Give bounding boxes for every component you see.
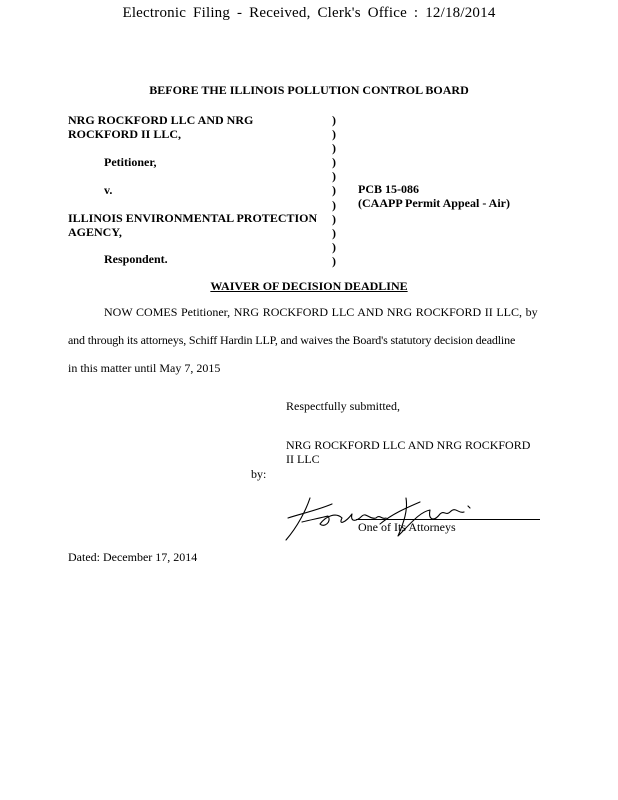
document-title: WAIVER OF DECISION DEADLINE	[210, 279, 408, 293]
body-line-3: in this matter until May 7, 2015	[68, 361, 221, 375]
caption-paren: )	[332, 253, 336, 268]
caption-paren: )	[332, 169, 336, 184]
caption-paren: )	[332, 225, 336, 240]
body-line-1: NOW COMES Petitioner, NRG ROCKFORD LLC AND NRG ROCKFORD II LLC, by	[104, 305, 538, 319]
case-number: PCB 15-086	[358, 182, 419, 196]
caption-paren-column	[332, 113, 336, 268]
caption-paren: )	[332, 113, 336, 127]
caption-paren: )	[332, 211, 336, 226]
handwritten-signature	[280, 492, 500, 544]
board-title: BEFORE THE ILLINOIS POLLUTION CONTROL BOARD	[149, 83, 469, 97]
signer-caption: One of Its Attorneys	[358, 520, 456, 534]
dated-line: Dated: December 17, 2014	[68, 550, 198, 564]
respondent-name-line1: ILLINOIS ENVIRONMENTAL PROTECTION	[68, 211, 318, 225]
petitioner-label: Petitioner,	[104, 155, 157, 169]
caption-paren: )	[332, 127, 336, 142]
caption-paren: )	[332, 239, 336, 254]
signatory-party-line2: II LLC	[286, 452, 320, 466]
signatory-party-line1: NRG ROCKFORD LLC AND NRG ROCKFORD	[286, 438, 531, 452]
caption-paren: )	[332, 197, 336, 212]
case-type: (CAAPP Permit Appeal - Air)	[358, 196, 510, 210]
caption-paren: )	[332, 155, 336, 170]
by-label: by:	[251, 467, 267, 481]
respondent-label: Respondent.	[104, 252, 168, 266]
respondent-name-line2: AGENCY,	[68, 225, 122, 239]
petitioner-name-line1: NRG ROCKFORD LLC AND NRG	[68, 113, 254, 127]
caption-paren: )	[332, 183, 336, 198]
closing-text: Respectfully submitted,	[286, 399, 400, 413]
body-line-2: and through its attorneys, Schiff Hardin LLP, and waives the Board's statutory decision deadline	[68, 333, 516, 347]
petitioner-name-line2: ROCKFORD II LLC,	[68, 127, 182, 141]
caption-paren: )	[332, 141, 336, 156]
versus-label: v.	[104, 183, 113, 197]
filing-stamp: Electronic Filing - Received, Clerk's Office : 12/18/2014	[122, 5, 496, 21]
